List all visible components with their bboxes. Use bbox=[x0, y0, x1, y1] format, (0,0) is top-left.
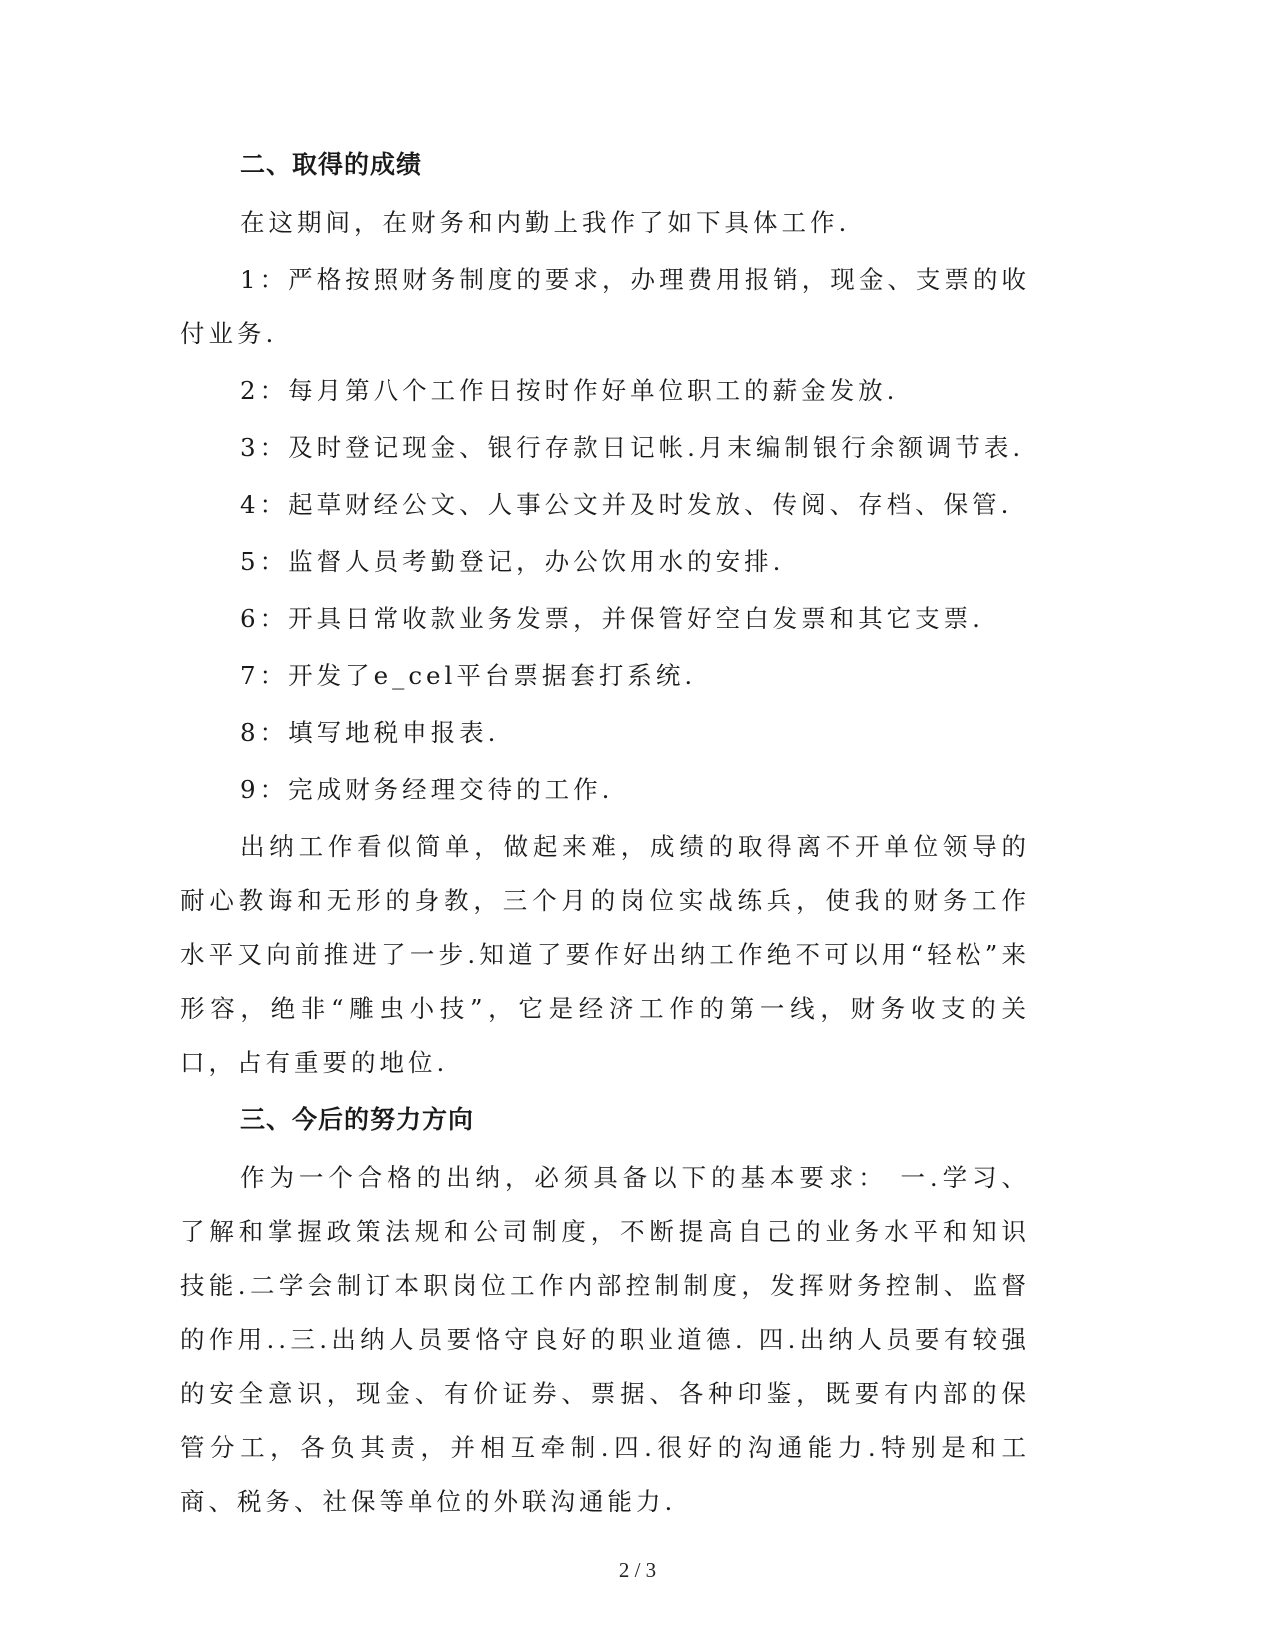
document-body bbox=[180, 138, 1030, 1532]
work-item-9: 9：完成财务经理交待的工作. bbox=[240, 775, 614, 804]
requirements-paragraph: 作为一个合格的出纳，必须具备以下的基本要求： 一.学习、了解和掌握政策法规和公司制度，不断提高自己的业务水平和知识技能.二学会制订本职岗位工作内部控制制度，发挥财务控制、监督的作用..三.出纳人员要恪守良好的职业道德. 四.出纳人员要有较强的安全意识，现金、有价证券、票据、各种印鉴，既要有内部的保管分工，各负其责，并相互牵制.四.很好的沟通能力.特别是和工商、税务、社保等单位的外联沟通能力. bbox=[180, 1163, 1030, 1516]
page-number: 2 / 3 bbox=[618, 1558, 657, 1582]
work-item-3: 3：及时登记现金、银行存款日记帐.月末编制银行余额调节表. bbox=[240, 433, 1025, 462]
section-heading-future-direction: 三、今后的努力方向 bbox=[240, 1105, 475, 1134]
work-item-7: 7：开发了e_cel平台票据套打系统. bbox=[240, 661, 697, 690]
section-intro-paragraph: 在这期间，在财务和内勤上我作了如下具体工作. bbox=[240, 208, 851, 237]
work-item-8: 8：填写地税申报表. bbox=[240, 718, 500, 747]
work-item-6: 6：开具日常收款业务发票，并保管好空白发票和其它支票. bbox=[240, 604, 984, 633]
work-item-4: 4：起草财经公文、人事公文并及时发放、传阅、存档、保管. bbox=[240, 490, 1013, 519]
work-item-2: 2：每月第八个工作日按时作好单位职工的薪金发放. bbox=[240, 376, 899, 405]
work-item-5: 5：监督人员考勤登记，办公饮用水的安排. bbox=[240, 547, 785, 576]
summary-paragraph: 出纳工作看似简单，做起来难，成绩的取得离不开单位领导的耐心教诲和无形的身教，三个月的岗位实战练兵，使我的财务工作水平又向前推进了一步.知道了要作好出纳工作绝不可以用“轻松”来形容，绝非“雕虫小技”，它是经济工作的第一线，财务收支的关口，占有重要的地位. bbox=[180, 832, 1030, 1077]
work-item-1: 1：严格按照财务制度的要求，办理费用报销，现金、支票的收付业务. bbox=[180, 265, 1030, 348]
section-heading-achievements: 二、取得的成绩 bbox=[240, 150, 423, 179]
